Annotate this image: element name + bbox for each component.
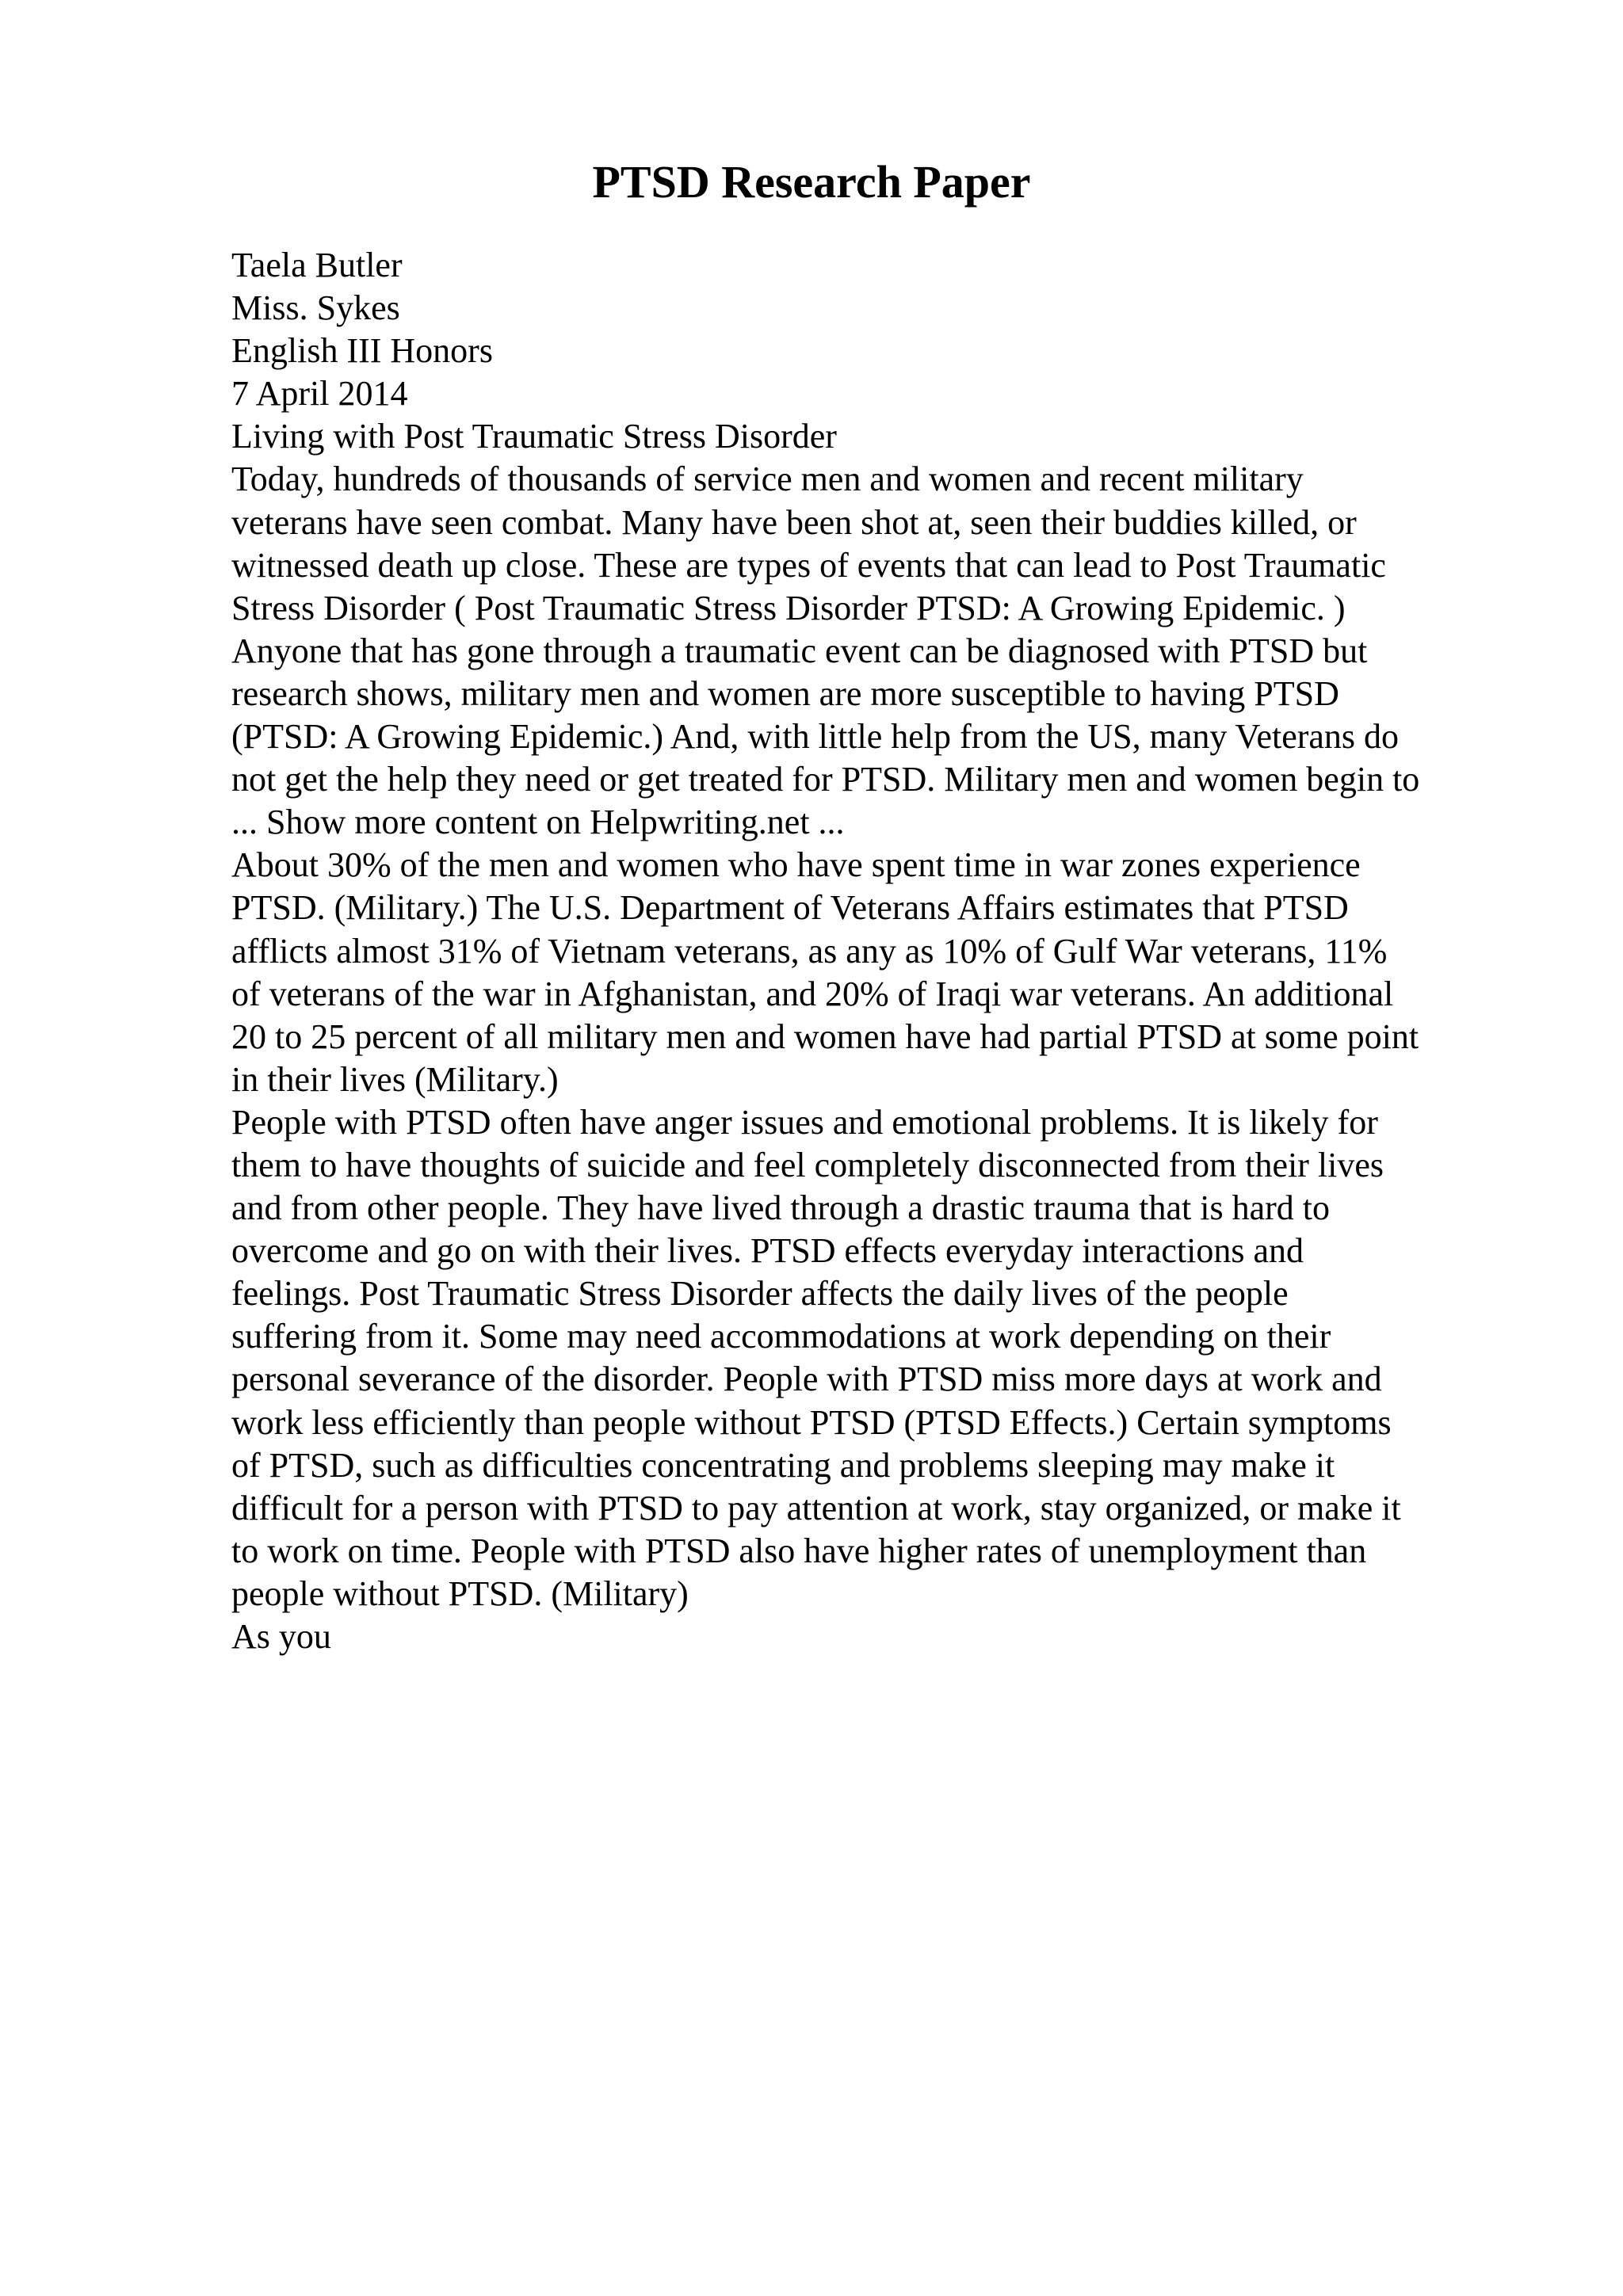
text-line: to work on time. People with PTSD also have higher rates of unemployment than [231, 1531, 1367, 1570]
text-line: work less efficiently than people without PTSD (PTSD Effects.) Certain symptoms [231, 1402, 1392, 1442]
text-line: people without PTSD. (Military) [231, 1573, 689, 1613]
text-line: in their lives (Military.) [231, 1059, 559, 1099]
text-line: PTSD. (Military.) The U.S. Department of Veterans Affairs estimates that PTSD [231, 888, 1349, 928]
text-line: of PTSD, such as difficulties concentrating and problems sleeping may make it [231, 1445, 1335, 1485]
text-line: not get the help they need or get treated for PTSD. Military men and women begin to [231, 760, 1420, 799]
essay-title-line: Living with Post Traumatic Stress Disorder [231, 417, 837, 456]
text-line: personal severance of the disorder. People with PTSD miss more days at work and [231, 1360, 1382, 1399]
text-line: feelings. Post Traumatic Stress Disorder affects the daily lives of the people [231, 1274, 1289, 1314]
text-line: of veterans of the war in Afghanistan, and 20% of Iraqi war veterans. An additional [231, 974, 1394, 1013]
text-line: research shows, military men and women are more susceptible to having PTSD [231, 673, 1339, 713]
teacher-line: Miss. Sykes [231, 288, 400, 328]
text-line: Anyone that has gone through a traumatic event can be diagnosed with PTSD but [231, 631, 1368, 670]
text-line: (PTSD: A Growing Epidemic.) And, with little help from the US, many Veterans do [231, 717, 1400, 757]
text-line: Stress Disorder ( Post Traumatic Stress Disorder PTSD: A Growing Epidemic. ) [231, 588, 1346, 627]
date-line: 7 April 2014 [231, 374, 408, 414]
text-line: People with PTSD often have anger issues and emotional problems. It is likely for [231, 1102, 1378, 1142]
author-line: Taela Butler [231, 246, 403, 284]
page-title: PTSD Research Paper [592, 156, 1031, 208]
text-line: As you [231, 1617, 331, 1656]
text-line: veterans have seen combat. Many have been shot at, seen their buddies killed, or [231, 502, 1357, 542]
text-line: and from other people. They have lived through a drastic trauma that is hard to [231, 1188, 1330, 1228]
text-line: Today, hundreds of thousands of service men and women and recent military [231, 460, 1304, 499]
text-line: About 30% of the men and women who have spent time in war zones experience [231, 845, 1361, 885]
text-line: suffering from it. Some may need accommodations at work depending on their [231, 1317, 1331, 1356]
text-line: 20 to 25 percent of all military men and women have had partial PTSD at some point [231, 1016, 1419, 1056]
text-line: overcome and go on with their lives. PTSD effects everyday interactions and [231, 1231, 1304, 1271]
document-body [231, 244, 1499, 1658]
text-line: them to have thoughts of suicide and feel completely disconnected from their lives [231, 1145, 1384, 1184]
text-line: difficult for a person with PTSD to pay attention at work, stay organized, or make it [231, 1488, 1401, 1527]
text-line: witnessed death up close. These are types of events that can lead to Post Traumatic [231, 545, 1386, 585]
text-line: afflicts almost 31% of Vietnam veterans, as any as 10% of Gulf War veterans, 11% [231, 931, 1388, 971]
show-more-line: ... Show more content on Helpwriting.net ... [231, 803, 845, 842]
course-line: English III Honors [231, 331, 493, 371]
